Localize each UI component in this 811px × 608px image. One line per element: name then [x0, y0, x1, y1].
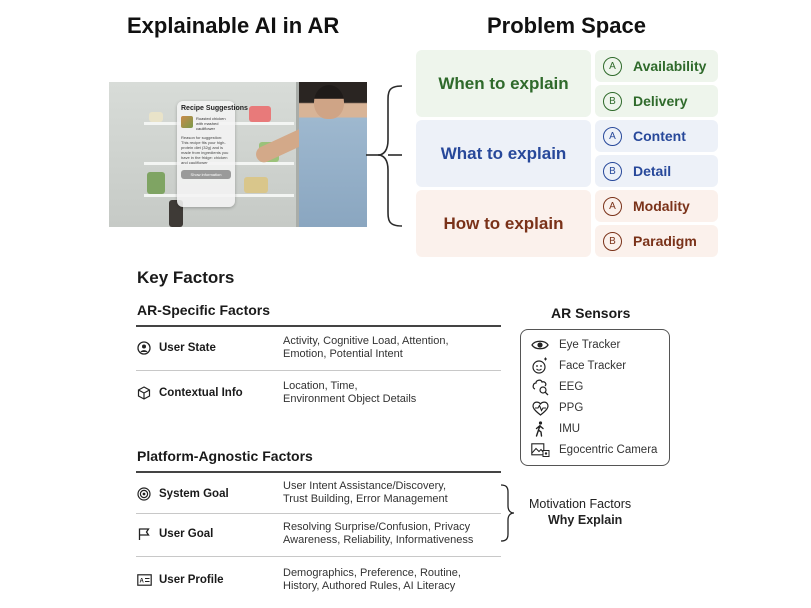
- card-reason-heading: Reason for suggestion:: [181, 135, 223, 140]
- letter-b-badge: B: [603, 92, 622, 111]
- letter-a-badge: A: [603, 57, 622, 76]
- sub-label: Delivery: [633, 93, 688, 109]
- card-title: Recipe Suggestions: [181, 105, 248, 112]
- ar-specific-title: AR-Specific Factors: [137, 302, 271, 318]
- cube-icon: [137, 386, 151, 400]
- sub-label: Detail: [633, 163, 672, 179]
- system-goal-desc: User Intent Assistance/Discovery, Trust Building, Error Management: [283, 480, 448, 505]
- letter-b-badge: B: [603, 162, 622, 181]
- letter-b-badge: B: [603, 232, 622, 251]
- sub-label: Modality: [633, 198, 690, 214]
- sensor-egocentric-camera: Egocentric Camera: [531, 442, 657, 458]
- face-icon: [531, 358, 549, 374]
- svg-text:A: A: [139, 578, 144, 585]
- motivation-brace: [500, 484, 516, 542]
- user-goal-desc: Resolving Surprise/Confusion, Privacy Awareness, Reliability, Informativeness: [283, 521, 474, 546]
- ps-how-sub-b: [595, 225, 718, 257]
- eye-icon: [531, 337, 549, 353]
- brain-icon: [531, 379, 549, 395]
- target-icon: [137, 487, 151, 501]
- letter-a-badge: A: [603, 197, 622, 216]
- sensor-eeg: EEG: [531, 379, 583, 395]
- row-contextual-info: Contextual Info: [137, 386, 243, 400]
- sensor-face-tracker: Face Tracker: [531, 358, 626, 374]
- ps-what-to-explain: What to explain: [416, 120, 591, 187]
- ps-how-sub-a: [595, 190, 718, 222]
- ps-what-sub-b: [595, 155, 718, 187]
- row-system-goal: System Goal: [137, 487, 229, 501]
- recipe-suggestion-card: [177, 101, 248, 207]
- show-information-button[interactable]: Show information: [181, 170, 231, 179]
- contextual-info-desc: Location, Time, Environment Object Details: [283, 380, 417, 405]
- user-state-desc: Activity, Cognitive Load, Attention, Emotion, Potential Intent: [283, 335, 449, 360]
- card-reason-text: This recipe fits your high-protein diet (32g) and is made from ingredients you have in the fridge: chicken and cauliflower: [181, 140, 229, 165]
- sub-label: Content: [633, 128, 686, 144]
- ps-when-sub-a: [595, 50, 718, 82]
- ps-how-to-explain: How to explain: [416, 190, 591, 257]
- ps-what-sub-a: [595, 120, 718, 152]
- letter-a-badge: A: [603, 127, 622, 146]
- right-title: Problem Space: [487, 13, 646, 38]
- row-user-goal: User Goal: [137, 527, 213, 541]
- left-title: Explainable AI in AR: [127, 13, 340, 38]
- sensor-imu: IMU: [531, 421, 580, 437]
- walking-icon: [531, 421, 549, 437]
- row-user-state: User State: [137, 341, 216, 355]
- ar-sensors-box: [520, 329, 670, 466]
- dish-thumbnail: [181, 116, 193, 128]
- user-circle-icon: [137, 341, 151, 355]
- sensor-ppg: PPG: [531, 400, 583, 416]
- camera-image-icon: [531, 442, 549, 458]
- ar-fridge-photo: [109, 82, 367, 227]
- user-profile-desc: Demographics, Preference, Routine, History, Authored Rules, AI Literacy: [283, 567, 461, 592]
- why-explain-label: Why Explain: [548, 513, 623, 527]
- ps-when-sub-b: [595, 85, 718, 117]
- card-item-text: Roasted chicken with mashed cauliflower: [196, 116, 226, 131]
- heart-pulse-icon: [531, 400, 549, 416]
- sub-label: Paradigm: [633, 233, 697, 249]
- motivation-factors-label: Motivation Factors: [529, 497, 632, 511]
- row-user-profile: A User Profile: [139, 574, 224, 586]
- sensor-eye-tracker: Eye Tracker: [531, 337, 620, 353]
- sub-label: Availability: [633, 58, 707, 74]
- brace-connector: [366, 82, 418, 232]
- ar-sensors-title: AR Sensors: [551, 305, 631, 321]
- ps-when-to-explain: When to explain: [416, 50, 591, 117]
- flag-icon: [137, 527, 151, 541]
- id-card-icon: [137, 573, 151, 587]
- key-factors-title: Key Factors: [137, 268, 235, 287]
- platform-agnostic-title: Platform-Agnostic Factors: [137, 448, 313, 464]
